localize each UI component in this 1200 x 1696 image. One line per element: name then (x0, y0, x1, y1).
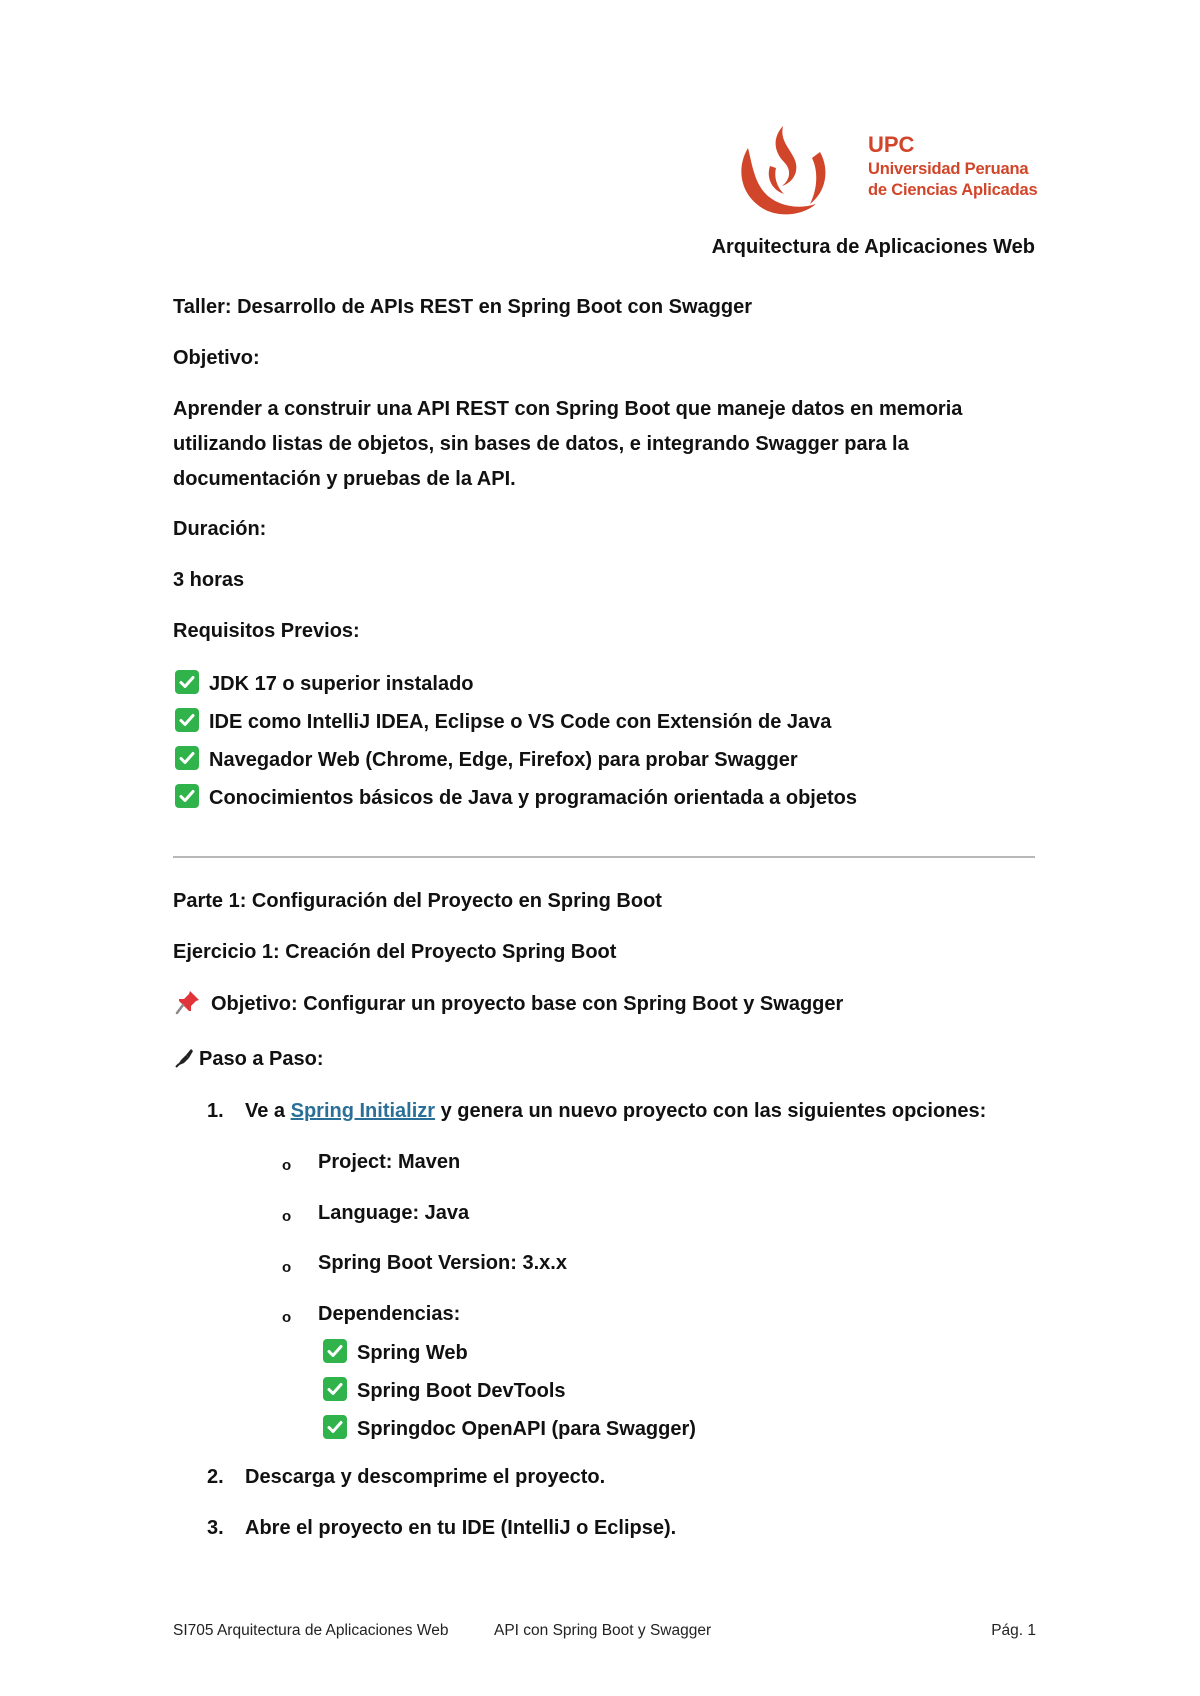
paso-a-paso: Paso a Paso: (173, 1042, 1043, 1077)
list-item: Navegador Web (Chrome, Edge, Firefox) para probar Swagger (175, 745, 798, 775)
requisitos-label: Requisitos Previos: (173, 620, 360, 642)
check-icon (175, 708, 199, 732)
check-icon (323, 1339, 347, 1363)
ejercicio-title: Ejercicio 1: Creación del Proyecto Spring Boot (173, 941, 617, 963)
check-icon (175, 746, 199, 770)
check-icon (323, 1377, 347, 1401)
step-number: 1. (207, 1100, 224, 1122)
list-item: Spring Web (323, 1338, 468, 1368)
course-title: Arquitectura de Aplicaciones Web (711, 236, 1035, 258)
option-bullet: o (282, 1309, 292, 1326)
footer-course: SI705 Arquitectura de Aplicaciones Web (173, 1622, 449, 1639)
logo-line-1: Universidad Peruana (868, 160, 1029, 178)
spring-initializr-link[interactable]: Spring Initializr (290, 1100, 436, 1122)
list-item: Conocimientos básicos de Java y programación orientada a objetos (175, 783, 857, 813)
list-item: Spring Boot DevTools (323, 1376, 566, 1406)
option-bullet: o (282, 1157, 292, 1174)
check-icon (175, 784, 199, 808)
step-2-text: Descarga y descomprime el proyecto. (245, 1466, 606, 1488)
footer-page-number: Pág. 1 (991, 1622, 1036, 1639)
step-3-text: Abre el proyecto en tu IDE (IntelliJ o Eclipse). (245, 1517, 677, 1539)
upc-emblem-icon (728, 118, 838, 218)
logo-brand: UPC (868, 132, 915, 157)
option-item: Project: Maven (318, 1151, 461, 1173)
step-number: 3. (207, 1517, 224, 1539)
step-number: 2. (207, 1466, 224, 1488)
step-1-text: Ve a Spring Initializr y genera un nuevo proyecto con las siguientes opciones: (245, 1100, 987, 1122)
option-item: Language: Java (318, 1202, 470, 1224)
check-icon (175, 670, 199, 694)
option-bullet: o (282, 1208, 292, 1225)
logo-line-2: de Ciencias Aplicadas (868, 181, 1038, 199)
list-item: IDE como IntelliJ IDEA, Eclipse o VS Code con Extensión de Java (175, 707, 831, 737)
objetivo-line-1: Aprender a construir una API REST con Spring Boot que maneje datos en memoria (173, 398, 963, 420)
list-item: JDK 17 o superior instalado (175, 669, 474, 699)
parte1-title: Parte 1: Configuración del Proyecto en Spring Boot (173, 890, 662, 912)
writing-hand-icon (173, 1045, 195, 1067)
check-icon (323, 1415, 347, 1439)
taller-title: Taller: Desarrollo de APIs REST en Spring Boot con Swagger (173, 296, 752, 318)
objetivo-line-2: utilizando listas de objetos, sin bases de datos, e integrando Swagger para la (173, 433, 909, 455)
duracion-value: 3 horas (173, 569, 245, 591)
pushpin-icon (175, 989, 201, 1015)
objetivo-line-3: documentación y pruebas de la API. (173, 468, 516, 490)
list-item: Springdoc OpenAPI (para Swagger) (323, 1414, 696, 1444)
option-item: Dependencias: (318, 1303, 461, 1325)
option-item: Spring Boot Version: 3.x.x (318, 1252, 567, 1274)
option-bullet: o (282, 1259, 292, 1276)
objetivo-label: Objetivo: (173, 347, 260, 369)
parte1-objetivo: Objetivo: Configurar un proyecto base con Spring Boot y Swagger (175, 987, 1045, 1022)
duracion-label: Duración: (173, 518, 267, 540)
divider (173, 856, 1035, 858)
footer-topic: API con Spring Boot y Swagger (494, 1622, 712, 1639)
